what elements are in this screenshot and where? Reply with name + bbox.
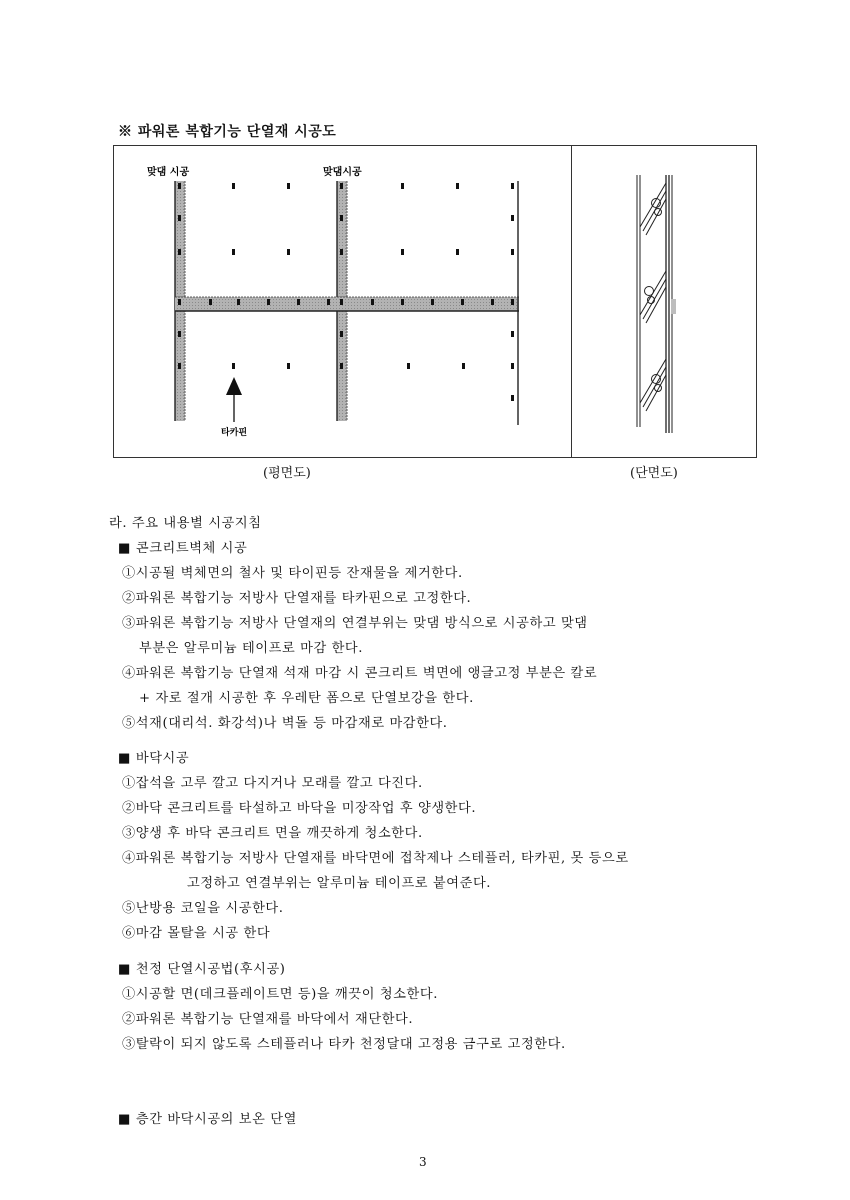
ceiling-heading: ■ 천정 단열시공법(후시공)	[118, 962, 286, 977]
floor-item: ③양생 후 바닥 콘크리트 면을 깨끗하게 청소한다.	[122, 826, 423, 841]
floor-item: ⑥마감 몰탈을 시공 한다	[122, 926, 271, 941]
concrete-item: ④파워론 복합기능 단열재 석재 마감 시 콘크리트 벽면에 앵글고정 부분은 칼로	[122, 666, 598, 681]
pin-arrow-head	[226, 377, 242, 395]
ceiling-item: ①시공할 면(데크플레이트면 등)을 깨끗이 청소한다.	[122, 987, 439, 1002]
floor-item: ②바닥 콘크리트를 타설하고 바닥을 미장작업 후 양생한다.	[122, 801, 477, 816]
section-tape	[671, 299, 676, 314]
concrete-item: ⑤석재(대리석. 화강석)나 벽돌 등 마감재로 마감한다.	[122, 716, 448, 731]
label-butt-joint-right: 맞댐시공	[323, 167, 362, 178]
concrete-item: + 자로 절개 시공한 후 우레탄 폼으로 단열보강을 한다.	[139, 691, 474, 706]
interfloor-heading: ■ 층간 바닥시공의 보온 단열	[118, 1112, 297, 1127]
butt-joint-strip-horizontal	[175, 297, 519, 311]
floor-item: 고정하고 연결부위는 알루미늄 테이프로 붙여준다.	[187, 876, 492, 891]
caption-section-view: (단면도)	[630, 466, 678, 481]
concrete-item: ①시공될 벽체면의 철사 및 타이핀등 잔재물을 제거한다.	[122, 566, 463, 581]
label-butt-joint-left: 맞댐 시공	[147, 167, 190, 178]
concrete-item: 부분은 알루미늄 테이프로 마감 한다.	[139, 641, 364, 656]
page-number: 3	[419, 1155, 427, 1169]
floor-item: ①잡석을 고루 깔고 다지거나 모래를 깔고 다진다.	[122, 776, 423, 791]
floor-heading: ■ 바닥시공	[118, 751, 190, 766]
section-view	[637, 175, 672, 433]
concrete-item: ③파워론 복합기능 저방사 단열재의 연결부위는 맞댐 방식으로 시공하고 맞댐	[122, 616, 588, 631]
floor-item: ④파워론 복합기능 저방사 단열재를 바닥면에 접착제나 스테플러, 타카핀, 못 등으로	[122, 851, 629, 866]
ceiling-item: ③탈락이 되지 않도록 스테플러나 타카 천정달대 고정용 금구로 고정한다.	[122, 1037, 566, 1052]
concrete-item: ②파워론 복합기능 저방사 단열재를 타카핀으로 고정한다.	[122, 591, 472, 606]
caption-plan-view: (평면도)	[263, 466, 311, 481]
construction-figure	[113, 145, 757, 458]
page-title: ※ 파워론 복합기능 단열재 시공도	[118, 124, 337, 140]
ceiling-item: ②파워론 복합기능 단열재를 바닥에서 재단한다.	[122, 1012, 414, 1027]
section-heading: 라. 주요 내용별 시공지침	[109, 516, 262, 531]
label-tacker-pin: 타카핀	[221, 428, 248, 438]
floor-item: ⑤난방용 코일을 시공한다.	[122, 901, 284, 916]
concrete-heading: ■ 콘크리트벽체 시공	[118, 541, 248, 556]
